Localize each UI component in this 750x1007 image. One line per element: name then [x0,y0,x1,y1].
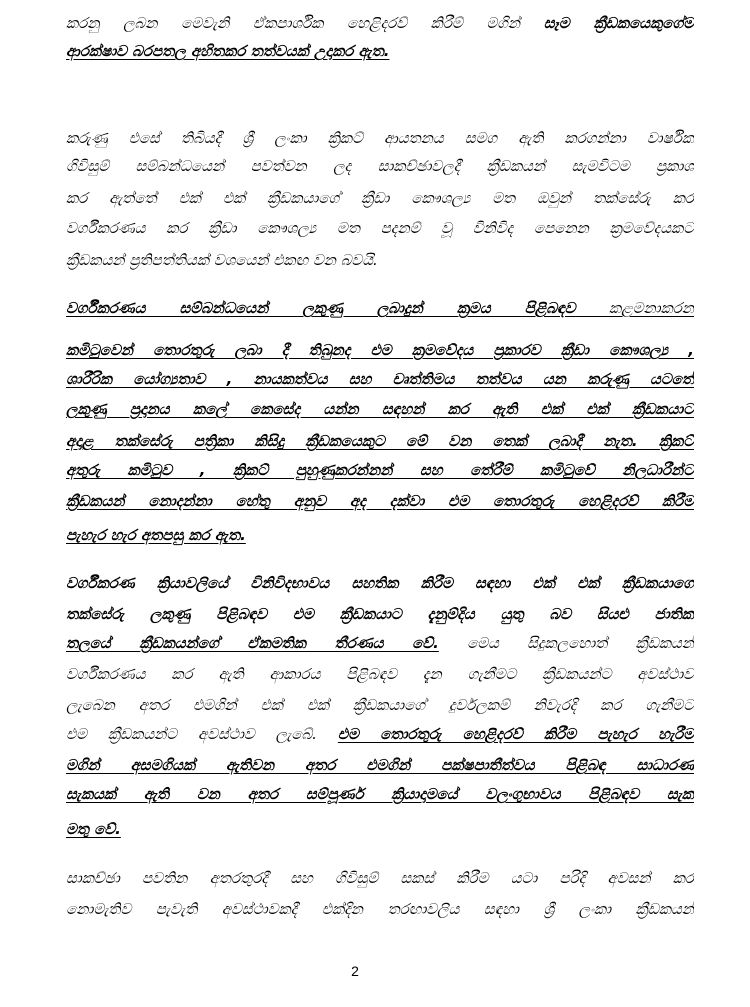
text-segment: වර්ගීකරණ ක්‍රියාවලියේ විනිවිදභාවය සහතික කිරීම සඳහා එක් එක් ක්‍රීඩකයාගේ [66,574,694,592]
text-segment: මෙය සිදුකලහොත් ක්‍රීඩකයන් [438,634,694,652]
text-segment: අතුරු කමිටුව , ක්‍රිකට් පුහුණුකරන්නන් සහ තේරීම් කමිටුවේ නිලධාරීන්ට [66,461,694,479]
text-line [66,127,694,151]
text-segment: සෑම ක්‍රීඩකයෙකුගේම [543,14,694,32]
text-line [66,603,694,627]
text-segment: මගින් අසමගියක් ඇතිවන අතර එමගින් පක්ෂපාතීත්වය පිළිබඳ සාධාරණ [66,756,694,774]
text-line [66,155,694,179]
text-segment: කරනු ලබන මෙවැනි ඒකපාර්ශික හෙළිදරව් කිරීම් මගින් [66,14,544,32]
page-number: 2 [351,963,359,979]
text-segment: සැකයක් ඇති වන අතර සම්පූර්ණ ක්‍රියාදාමයේ වලංගුභාවය පිළිබඳව සැක [66,785,694,803]
text-segment: ලැබෙන අතර එමගින් එක් එක් ක්‍රීඩකයාගේ දුර්වලකම් නිවැරදි කර ගැනීමට [66,696,694,714]
text-line [66,632,694,656]
text-segment: වර්ගීකරණය කර ඇති ආකාරය පිළිබඳව දැන ගැනීමට ක්‍රීඩකයන්ට අවස්ථාව [66,665,694,683]
text-segment: එම තොරතුරු හෙළිදරව් කිරීම පැහැර හැරීම [337,725,694,743]
text-segment: පැහැර හැර අතපසු කර ඇත. [66,526,246,544]
text-segment: අදාළ තක්සේරු පත්‍රිකා කිසිදු ක්‍රීඩකයෙකුට මේ වන තෙක් ලබාදී නැත. ක්‍රිකට් [66,432,694,450]
text-line [66,524,694,548]
text-segment: කමිටුවෙන් තොරතුරු ලබා දී තිබුනද එම ක්‍රමවේදය ප්‍රකාරව ක්‍රීඩා කෞශල්‍ය , [66,341,694,359]
text-line [66,490,694,514]
text-line [66,694,694,718]
text-segment: ලකුණු ප්‍රදානය කලේ කෙසේද යන්න සඳහන් කර ඇති එක් එක් ක්‍රීඩකයාට [66,400,694,418]
text-line [66,430,694,454]
text-segment: වර්ගීකරණය කර ක්‍රීඩා කෞශල්‍ය මත පදනම් වූ විනිවිද පෙනෙන ක්‍රමවේදයකට [66,219,694,237]
text-segment: එම ක්‍රීඩකයන්ට අවස්ථාව ලැබේ. [66,725,338,743]
text-segment: ශාරීරික යෝග්‍යතාව , නායකත්වය සහ චෘත්තිමය තත්වය යන කරුණු යටතේ [66,370,694,388]
text-segment: ගිවිසුම් සම්බන්ධයෙන් පවත්වන ලද සාකච්ඡාවලදී ක්‍රීඩකයන් සැමවිටම ප්‍රකාශ [66,157,694,175]
text-segment: කළමනාකරන [575,299,694,317]
text-line [66,663,694,687]
text-line [66,12,694,36]
text-segment: ක්‍රීඩකයන් ප්‍රතිපත්තියක් වශයෙන් එකඟ වන බවයි. [66,251,378,269]
text-line [66,398,694,422]
text-line [66,217,694,241]
text-line [66,572,694,596]
text-line [66,459,694,483]
text-line [66,723,694,747]
text-line [66,783,694,807]
text-segment: සාකච්ඡා පවතින අතරතුරදී සහ ගිවිසුම් සකස් කිරීම යටා පරිදි අවසන් කර [66,869,694,887]
text-segment: තලයේ ක්‍රීඩකයන්ගේ ඒකමතික තීරණය වේ. [66,634,439,652]
text-line [66,867,694,891]
text-line [66,249,694,273]
text-segment: තක්සේරු ලකුණු පිළිබඳව එම ක්‍රීඩකයාට දැනුම්දිය යුතු බව සියළු ජාතික [66,605,694,623]
text-segment: කර ඇත්තේ එක් එක් ක්‍රීඩකයාගේ ක්‍රීඩා කෞශල්‍ය මත ඔවුන් තක්සේරු කර [66,189,694,207]
text-line [66,754,694,778]
text-line [66,818,694,842]
text-line [66,339,694,363]
text-line [66,40,694,64]
text-line [66,368,694,392]
text-segment: ක්‍රීඩකයන් නොදන්නා හේතු අනුව අද දක්වා එම තොරතුරු හෙළිදරව් කිරීම [66,492,694,510]
text-line [66,187,694,211]
text-line [66,898,694,922]
text-segment: මතු වේ. [66,820,121,838]
text-segment: වර්ගීකරණය සම්බන්ධයෙන් ලකුණු ලබාදුන් ක්‍රමය පිළිබඳව [66,299,576,317]
text-segment: ආරක්ෂාව බරපතල අහිතකර තත්වයක් උදාකර ඇත. [66,42,390,60]
text-segment: නොමැතිව පැවැති අවස්ථාවකදී එක්දින තරඟාවලිය සඳහා ශ්‍රී ලංකා ක්‍රීඩකයන් [66,900,694,918]
text-segment: කරුණු එසේ තිබියදී ශ්‍රී ලංකා ක්‍රිකට් ආයතනය සමග ඇති කරගන්නා වාර්ෂික [66,129,694,147]
text-line [66,297,694,321]
